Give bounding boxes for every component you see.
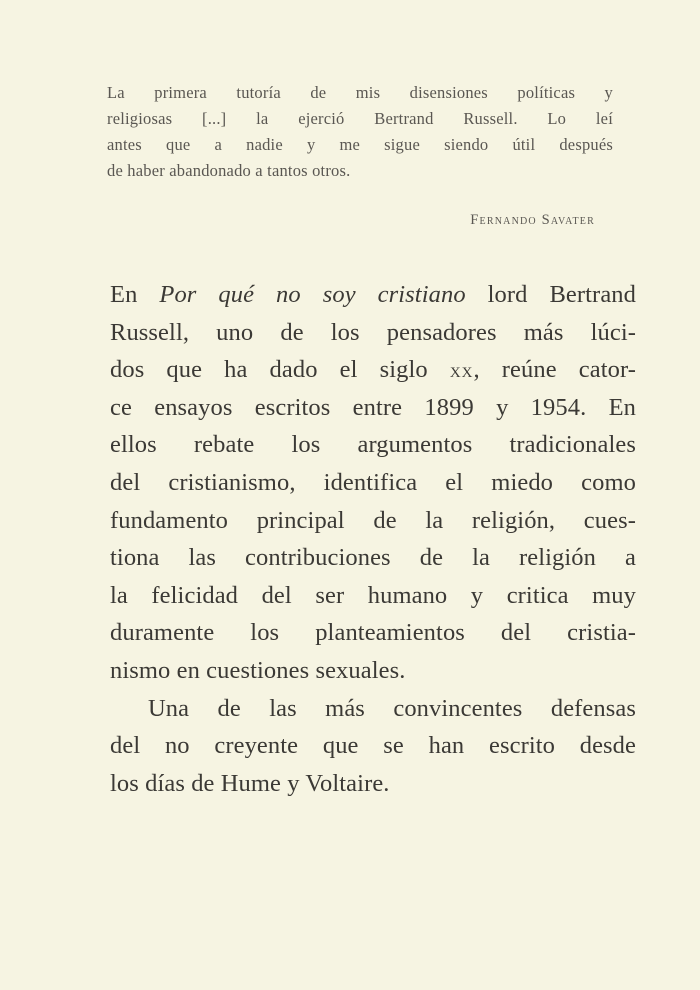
blurb-line: En Por qué no soy cristiano lord Bertrand	[110, 281, 636, 308]
blurb-line: la felicidad del ser humano y critica muy	[110, 581, 636, 609]
blurb-line: tiona las contribuciones de la religión a	[110, 544, 636, 572]
epigraph-line: antes que a nadie y me sigue siendo útil después	[107, 135, 613, 154]
blurb-line: del cristianismo, identifica el miedo como	[110, 468, 636, 496]
blurb-line: los días de Hume y Voltaire.	[110, 769, 390, 797]
blurb-text	[110, 276, 636, 802]
blurb-line: dos que ha dado el siglo xx, reúne cator-	[110, 356, 636, 384]
blurb-line: Russell, uno de los pensadores más lúci-	[110, 318, 636, 346]
epigraph-quote	[107, 80, 613, 184]
blurb-line: Una de las más convincentes defensas	[148, 694, 636, 722]
blurb-line: ellos rebate los argumentos tradicionales	[110, 431, 636, 459]
blurb-line: nismo en cuestiones sexuales.	[110, 656, 406, 684]
epigraph-attribution: Fernando Savater	[470, 212, 595, 228]
blurb-line: del no creyente que se han escrito desde	[110, 732, 636, 760]
epigraph-line: de haber abandonado a tantos otros.	[107, 161, 351, 180]
epigraph-line: religiosas [...] la ejerció Bertrand Russell. Lo leí	[107, 109, 613, 128]
blurb-line: ce ensayos escritos entre 1899 y 1954. En	[110, 393, 636, 421]
epigraph-line: La primera tutoría de mis disensiones políticas y	[107, 83, 613, 102]
blurb-line: fundamento principal de la religión, cues-	[110, 506, 636, 534]
century-numeral: xx	[449, 357, 474, 383]
book-title: Por qué no soy cristiano	[159, 281, 466, 308]
blurb-line: duramente los planteamientos del cristia-	[110, 619, 636, 647]
